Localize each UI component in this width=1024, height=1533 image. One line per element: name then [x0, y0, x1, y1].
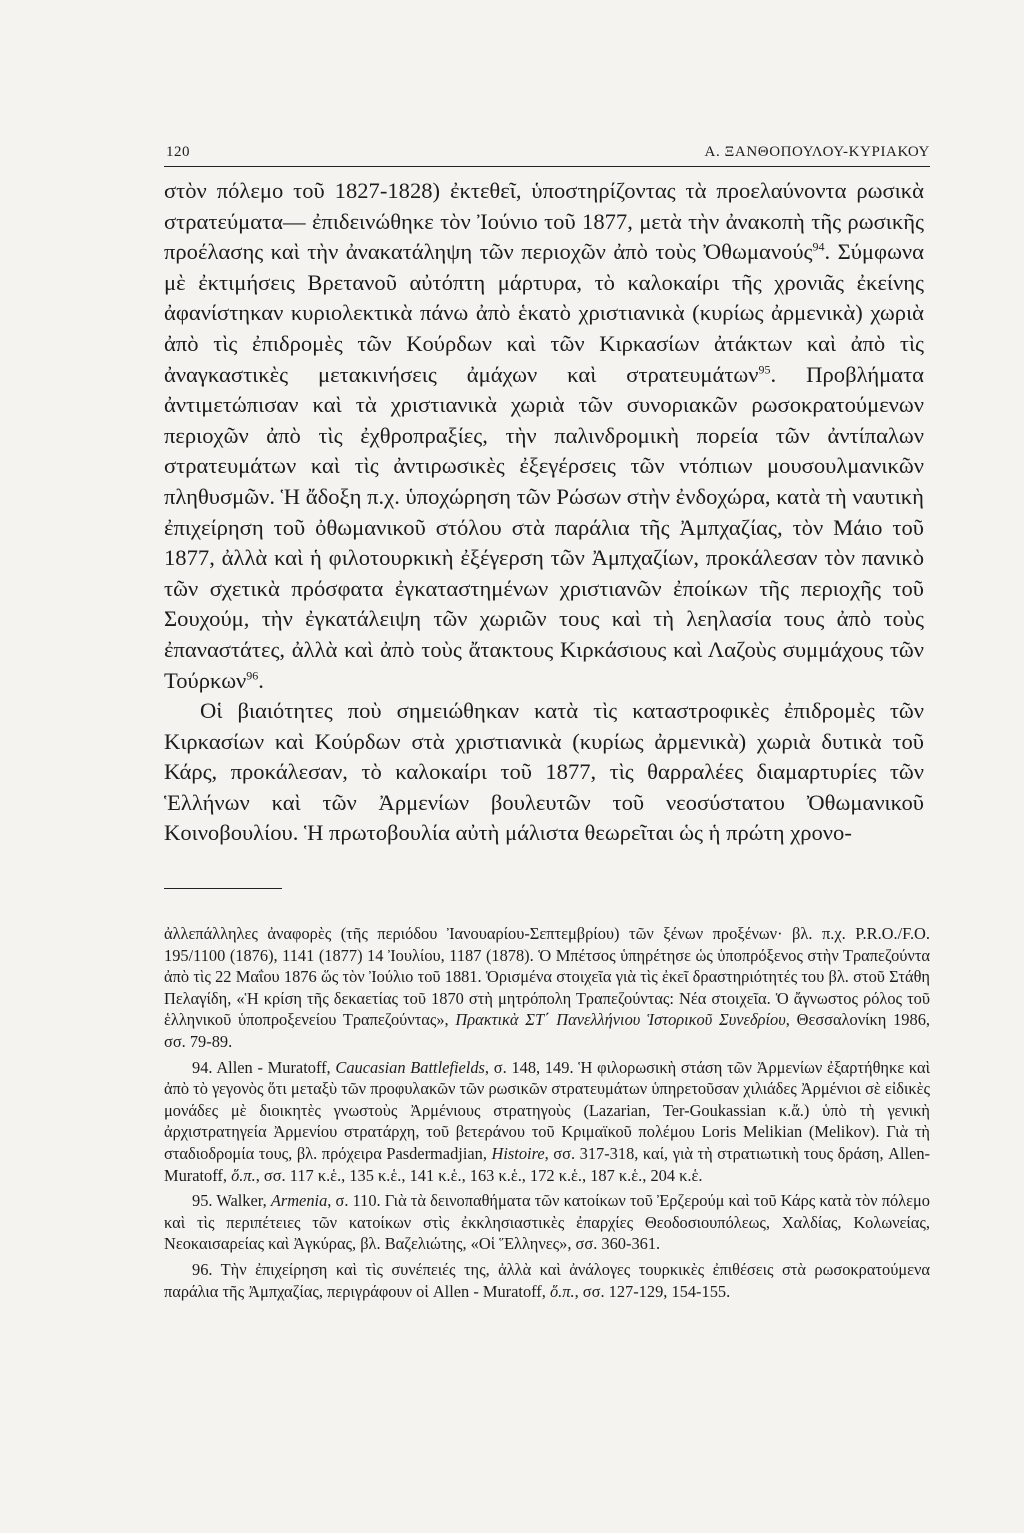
footnote-italic-title: Caucasian Battlefields [335, 1057, 485, 1077]
footnote-text-run: , σσ. 127-129, 154-155. [574, 1281, 731, 1301]
footnote-text-run: ἀλλεπάλληλες ἀναφορὲς (τῆς περιόδου Ἰανουαρίου-Σεπτεμβρίου) τῶν ξένων προξένων· βλ. π.χ. P.R.O./F.O. 195/1100 (1876), 1141 (1877) 14 Ἰουλίου, 1187 (1878). Ὁ Μπέτσος ὑπηρέτησε ὡς ὑποπρόξενος στὴν Τραπεζούντα ἀπὸ τὶς 22 Μαΐου 1876 ὥς τὸν Ἰούλιο τοῦ 1881. Ὁρισμένα στοιχεῖα γιὰ τὶς ἐκεῖ δραστηριότητές του βλ. στοῦ Στάθη Πελαγίδη, «Ἡ κρίση τῆς δεκαετίας τοῦ 1870 στὴ μητρόπολη Τραπεζούντας: Νέα στοιχεῖα. Ὁ ἄγνωστος ρόλος τοῦ ἑλληνικοῦ ὑποπροξενείου Τραπεζούντας», [164, 924, 930, 1030]
footnote-text-run: , Θεσσαλονίκη 1986, σσ. 79-89. [164, 1010, 930, 1051]
footnote-italic-title: Πρακτικὰ ΣΤ΄ Πανελλήνιου Ἱστορικοῦ Συνεδρίου [455, 1010, 786, 1030]
footnote-text-run: , σσ. 317-318, καί, γιὰ τὴ στρατιωτικὴ τους δράση, Allen-Muratoff, [164, 1143, 931, 1185]
running-title: Α. ΞΑΝΘΟΠΟΥΛΟΥ-ΚΥΡΙΑΚΟΥ [704, 144, 930, 160]
footnote-text-run: 94. Allen - Muratoff, [192, 1057, 336, 1077]
footnote-italic-title: Armenia [270, 1191, 328, 1211]
body-text-run: στὸν πόλεμο τοῦ 1827-1828) ἐκτεθεῖ, ὑποστηρίζοντας τὰ προελαύνοντα ρωσικὰ στρατεύματα— ἐπιδεινώθηκε τὸν Ἰούνιο τοῦ 1877, μετὰ τὴν ἀνακοπὴ τῆς ρωσικῆς προέλασης καὶ τὴν ἀνακατάληψη τῶν περιοχῶν ἀπὸ τοὺς Ὀθωμανούς [164, 178, 924, 265]
footnote-ref-94[interactable]: 94 [812, 239, 825, 254]
footnote-ref-95[interactable]: 95 [758, 362, 771, 377]
footnote-text-run: , σ. 110. Γιὰ τὰ δεινοπαθήματα τῶν κατοίκων τοῦ Ἐρζερούμ καὶ τοῦ Κάρς κατὰ τὸν πόλεμο καὶ τὶς περιπέτειες τῶν κατοίκων στὶς ἐκκλησιαστικὲς ἐπαρχίες Θεοδοσιουπόλεως, Χαλδίας, Κολωνείας, Νεοκαισαρείας καὶ Ἀγκύρας, βλ. Βαζελιώτης, «Οἱ Ἕλληνες», σσ. 360-361. [164, 1191, 930, 1254]
footnote-94 [164, 1057, 930, 1187]
footnote-95 [164, 1190, 930, 1255]
footnote-italic-abbrev: ὅ.π. [231, 1165, 256, 1185]
body-text-run: . Σύμφωνα μὲ ἐκτιμήσεις Βρετανοῦ αὐτόπτη μάρτυρα, τὸ καλοκαίρι τῆς χρονιᾶς ἐκείνης ἀφανίστηκαν κυριολεκτικὰ πάνω ἀπὸ ἑκατὸ χριστιανικὰ (κυρίως ἀρμενικὰ) χωριὰ ἀπὸ τὶς ἐπιδρομὲς τῶν Κούρδων καὶ τῶν Κιρκασίων ἀτάκτων καὶ ἀπὸ τὶς ἀναγκαστικὲς μετακινήσεις ἀμάχων καὶ στρατευμάτων [164, 239, 924, 387]
body-text [164, 176, 924, 849]
footnote-text-run: , σ. 148, 149. Ἡ φιλορωσικὴ στάση τῶν Ἀρμενίων ἐξαρτήθηκε καὶ ἀπὸ τὸ γεγονὸς ὅτι μεταξὺ τῶν προφυλακῶν τῶν ρωσικῶν στρατευμάτων ὑπηρετοῦσαν χιλιάδες Ἀρμένιοι σὲ εἰδικὲς μονάδες μὲ διοικητὲς γνωστοὺς Ἀρμένιους στρατηγοὺς (Lazarian, Ter-Goukassian κ.ἄ.) ὑπὸ τὴ γενικὴ ἀρχιστρατηγεία Ἀρμενίου στρατάρχη, τοῦ βετεράνου τοῦ Κριμαϊκοῦ πολέμου Loris Melikian (Melikov). Γιὰ τὴ σταδιοδρομία τους, βλ. πρόχειρα Pasdermadjian, [164, 1057, 930, 1163]
footnote-text-run: 95. Walker, [192, 1191, 271, 1211]
footnote-italic-title: Histoire [491, 1143, 545, 1163]
body-paragraph-1 [164, 176, 924, 696]
footnote-96 [164, 1259, 930, 1302]
running-head [164, 138, 930, 167]
footnote-text-run: , σσ. 117 κ.ἑ., 135 κ.ἑ., 141 κ.ἑ., 163 κ.ἑ., 172 κ.ἑ., 187 κ.ἑ., 204 κ.ἑ. [255, 1165, 703, 1185]
page-number: 120 [166, 144, 190, 160]
footnote-separator [164, 888, 282, 889]
body-text-run: . Προβλήματα ἀντιμετώπισαν καὶ τὰ χριστιανικὰ χωριὰ τῶν συνοριακῶν ρωσοκρατούμενων περιοχῶν ἀπὸ τὶς ἐχθροπραξίες, τὴν παλινδρομικὴ πορεία τῶν ἀντίπαλων στρατευμάτων καὶ τὶς ἀντιρωσικὲς ἐξεγέρσεις τῶν ντόπιων μουσουλμανικῶν πληθυσμῶν. Ἡ ἄδοξη π.χ. ὑποχώρηση τῶν Ρώσων στὴν ἐνδοχώρα, κατὰ τὴ ναυτικὴ ἐπιχείρηση τοῦ ὀθωμανικοῦ στόλου στὰ παράλια τῆς Ἀμπχαζίας, τὸν Μάιο τοῦ 1877, ἀλλὰ καὶ ἡ φιλοτουρκικὴ ἐξέγερση τῶν Ἀμπχαζίων, προκάλεσαν τὸν πανικὸ τῶν σχετικὰ πρόσφατα ἐγκαταστημένων χριστιανῶν ἐποίκων τῆς περιοχῆς τοῦ Σουχούμ, τὴν ἐγκατάλειψη τῶν χωριῶν τους καὶ τὴ λεηλασία τους ἀπὸ τοὺς ἐπαναστάτες, ἀλλὰ καὶ ἀπὸ τοὺς ἄτακτους Κιρκάσιους καὶ Λαζοὺς συμμάχους τῶν Τούρκων [164, 361, 925, 693]
footnote-text-run: 96. Τὴν ἐπιχείρηση καὶ τὶς συνέπειές της, ἀλλὰ καὶ ἀνάλογες τουρκικὲς ἐπιθέσεις στὰ ρωσοκρατούμενα παράλια τῆς Ἀμπχαζίας, περιγράφουν οἱ Allen - Muratoff, [164, 1259, 930, 1301]
book-page [164, 0, 930, 1533]
footnote-continuation [164, 923, 930, 1053]
footnote-ref-96[interactable]: 96 [246, 667, 259, 682]
body-text-run: . [258, 667, 264, 693]
footnotes [164, 923, 930, 1306]
footnote-italic-abbrev: ὅ.π. [549, 1281, 575, 1301]
body-paragraph-2: Οἱ βιαιότητες ποὺ σημειώθηκαν κατὰ τὶς καταστροφικὲς ἐπιδρομὲς τῶν Κιρκασίων καὶ Κούρδων στὰ χριστιανικὰ (κυρίως ἀρμενικὰ) χωριὰ δυτικὰ τοῦ Κάρς, προκάλεσαν, τὸ καλοκαίρι τοῦ 1877, τὶς θαρραλέες διαμαρτυρίες τῶν Ἑλλήνων καὶ τῶν Ἀρμενίων βουλευτῶν τοῦ νεοσύστατου Ὀθωμανικοῦ Κοινοβουλίου. Ἡ πρωτοβουλία αὐτὴ μάλιστα θεωρεῖται ὡς ἡ πρώτη χρονο- [164, 698, 924, 846]
